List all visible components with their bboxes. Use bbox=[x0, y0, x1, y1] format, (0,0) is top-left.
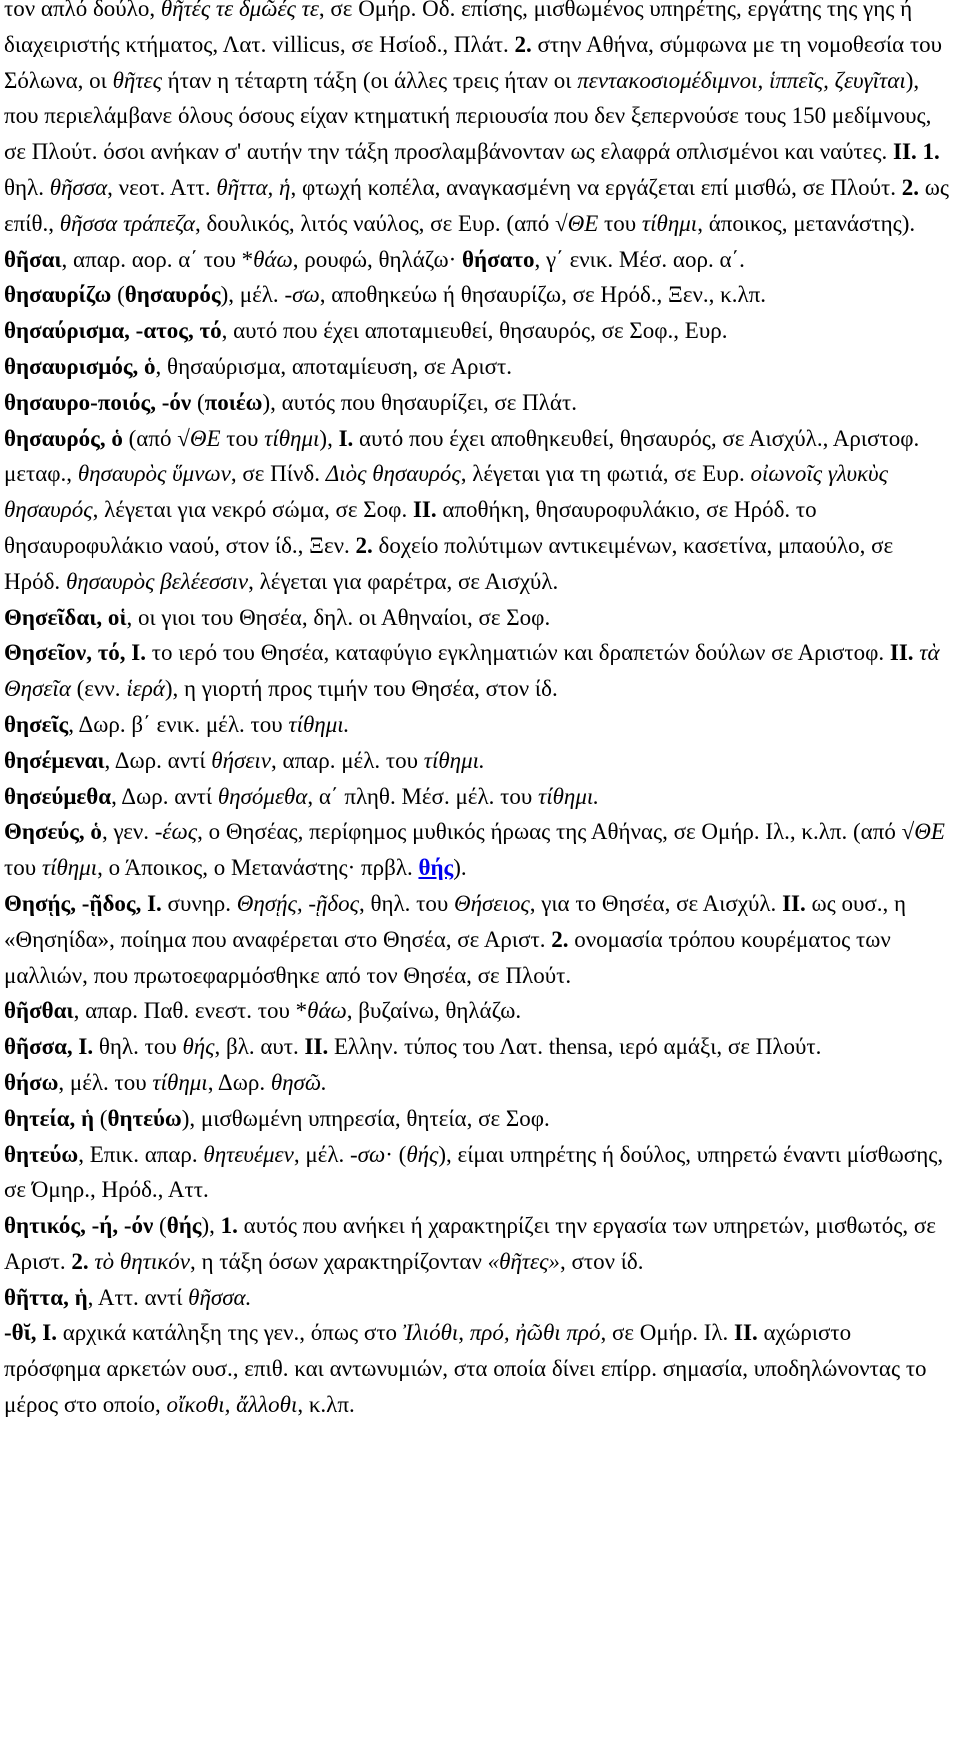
dictionary-entry bbox=[4, 277, 952, 313]
entry-text: , γεν. bbox=[101, 819, 155, 845]
dictionary-entry bbox=[4, 313, 952, 349]
entry-text: αρχικά κατάληξη της γεν., όπως στο bbox=[57, 1320, 403, 1346]
entry-bold-text: Θησεύς, ὁ bbox=[4, 819, 102, 845]
entry-bold-text: 2. bbox=[71, 1248, 89, 1274]
dictionary-entry bbox=[4, 1208, 952, 1280]
dictionary-entry bbox=[4, 1137, 952, 1209]
entry-bold-text: Θησεῖον, τό, I. bbox=[4, 640, 146, 666]
entry-text: συνηρ. bbox=[161, 890, 237, 916]
entry-bold-text: II. bbox=[304, 1034, 329, 1060]
entry-text: αυτό που έχει αποθηκευθεί, θησαυρός, σε Αισχύλ., Αριστοφ. μεταφ., bbox=[4, 425, 920, 487]
entry-text: Ελλην. τύπος του Λατ. thensa, ιερό αμάξι, σε Πλούτ. bbox=[328, 1034, 822, 1060]
entry-text: ως ουσ., η «Θησηίδα», ποίημα που αναφέρεται στο Θησέα, σε Αριστ. bbox=[4, 890, 907, 952]
entry-bold-text: II. bbox=[782, 890, 806, 916]
entry-text: του bbox=[4, 855, 42, 881]
entry-bold-text: θησαυρίζω bbox=[4, 282, 112, 308]
entry-text: , γ΄ ενικ. Μέσ. αορ. α΄. bbox=[534, 246, 745, 272]
entry-text: , σε Ομήρ. Ιλ. bbox=[600, 1320, 735, 1346]
entry-text: ), η γιορτή προς τιμήν του Θησέα, στον ίδ. bbox=[164, 676, 558, 702]
dictionary-entry bbox=[4, 242, 952, 278]
entry-italic-text: θῆττα, ἡ bbox=[216, 174, 291, 200]
entry-text: , Δωρ. β΄ ενικ. μέλ. του bbox=[68, 711, 289, 737]
entry-text: αχώριστο πρόσφημα αρκετών ουσ., επιθ. και αντωνυμιών, στα οποία δίνει επίρρ. σημασία, υποδηλώνοντας το μέρος στο οποίο, bbox=[4, 1320, 927, 1418]
entry-text: , στον ίδ. bbox=[559, 1248, 644, 1274]
entry-italic-text: Θησῄς, -ῇδος bbox=[236, 890, 359, 916]
entry-text: ( bbox=[191, 389, 205, 415]
entry-bold-text: θησαυρισμός, ὁ bbox=[4, 353, 156, 379]
entry-text: στην Αθήνα, σύμφωνα με τη νομοθεσία του Σόλωνα, οι bbox=[4, 31, 943, 93]
entry-italic-text: ἱερά bbox=[126, 676, 165, 702]
dictionary-entry bbox=[4, 1101, 952, 1137]
entry-italic-text: τίθημι. bbox=[537, 783, 599, 809]
entry-text: αποθήκη, θησαυροφυλάκιο, σε Ηρόδ. το θησαυροφυλάκιο ναού, στον ίδ., Ξεν. bbox=[4, 497, 817, 558]
entry-bold-text: θησαύρισμα, -ατος, τό bbox=[4, 318, 222, 344]
entry-text: , βλ. αυτ. bbox=[214, 1034, 305, 1060]
entry-text: ), που περιελάμβανε όλους όσους είχαν κτηματική περιουσία που δεν ξεπερνούσε τους 150 μεδίμνους, σε Πλούτ. όσοι ανήκαν σ' αυτήν την τάξη προσλαμβάνονταν ως ελαφρά οπλισμένοι και ναύτες. bbox=[4, 67, 932, 165]
entry-text: , Δωρ. αντί bbox=[111, 783, 218, 809]
entry-bold-text: Θησῄς, -ῇδος, I. bbox=[4, 890, 162, 916]
dictionary-entry bbox=[4, 635, 952, 707]
entry-bold-text: θής bbox=[166, 1213, 202, 1239]
entry-bold-text: θησαυρός bbox=[124, 282, 221, 308]
entry-text: του bbox=[220, 425, 265, 451]
entry-text: , ο Θησέας, περίφημος μυθικός ήρωας της Αθήνας, σε Ομήρ. Ιλ., κ.λπ. (από √ bbox=[197, 819, 915, 845]
entry-text: , για το Θησέα, σε Αισχύλ. bbox=[529, 890, 783, 916]
entry-bold-text: θητικός, -ή, -όν bbox=[4, 1213, 154, 1239]
entry-text: , απαρ. μέλ. του bbox=[271, 747, 424, 773]
entry-bold-text: II. 1. bbox=[893, 139, 940, 165]
entry-text: ). bbox=[453, 855, 467, 881]
entry-text: τον απλό δούλο, bbox=[4, 0, 161, 21]
entry-text: ), μέλ. bbox=[220, 282, 285, 308]
dictionary-entry bbox=[4, 707, 952, 743]
entry-bold-text: θησεῖς bbox=[4, 711, 69, 737]
entry-text: , θηλ. του bbox=[358, 890, 455, 916]
entry-bold-text: θητεία, ἡ bbox=[4, 1105, 95, 1131]
entry-bold-text: θητεύω bbox=[107, 1105, 182, 1131]
entry-text: δοχείο πολύτιμων αντικειμένων, κασετίνα, μπαούλο, σε Ηρόδ. bbox=[4, 532, 894, 594]
entry-text: ( bbox=[111, 282, 125, 308]
entry-text: , μέλ. του bbox=[58, 1069, 153, 1095]
entry-bold-text: ποιέω bbox=[204, 389, 263, 415]
entry-italic-text: ΘΕ bbox=[189, 425, 221, 451]
entry-italic-text: Θήσειος bbox=[454, 890, 530, 916]
entry-bold-text: 1. bbox=[220, 1213, 238, 1239]
entry-italic-text: -σω bbox=[350, 1141, 386, 1167]
entry-text: , λέγεται για τη φωτιά, σε Ευρ. bbox=[460, 461, 751, 487]
entry-text: , δουλικός, λιτός ναύλος, σε Ευρ. (από √ bbox=[194, 210, 568, 236]
entry-italic-text: θήσειν bbox=[211, 747, 272, 773]
entry-text: ), bbox=[319, 425, 339, 451]
entry-italic-text: θησαυρὸς βελέεσσιν bbox=[65, 568, 249, 594]
entry-text: , σε Ομήρ. Οδ. επίσης, μισθωμένος υπηρέτης, εργάτης της γης ή διαχειριστής κτήματος, Λατ. villicus, σε Ησίοδ., Πλάτ. bbox=[4, 0, 913, 57]
entry-text: θηλ. του bbox=[93, 1034, 183, 1060]
entry-text: , ο Άποικος, ο Μετανάστης· πρβλ. bbox=[97, 855, 419, 881]
entry-text: (ενν. bbox=[70, 676, 127, 702]
entry-bold-text: θήσω bbox=[4, 1069, 59, 1095]
entry-italic-text: -σω bbox=[284, 282, 320, 308]
entry-italic-text: «θῆτες» bbox=[487, 1248, 560, 1274]
entry-italic-text: Διὸς θησαυρός bbox=[325, 461, 461, 487]
entry-bold-text: θῆσθαι bbox=[4, 998, 74, 1024]
dictionary-entry bbox=[4, 779, 952, 815]
entry-text: , θησαύρισμα, αποταμίευση, σε Αριστ. bbox=[155, 353, 513, 379]
entry-text: το ιερό του Θησέα, καταφύγιο εγκληματιών και δραπετών δούλων σε Αριστοφ. bbox=[146, 640, 890, 666]
entry-italic-text: θῆσσα. bbox=[188, 1284, 252, 1310]
dictionary-entry bbox=[4, 0, 952, 242]
dictionary-entry bbox=[4, 1029, 952, 1065]
entry-text: , άποικος, μετανάστης). bbox=[697, 210, 916, 236]
entry-text: ), μισθωμένη υπηρεσία, θητεία, σε Σοφ. bbox=[181, 1105, 550, 1131]
entry-italic-text: οἴκοθι, ἄλλοθι bbox=[166, 1392, 298, 1418]
entry-bold-text: θήσατο bbox=[462, 246, 535, 272]
entry-italic-text: -έως bbox=[154, 819, 198, 845]
entry-italic-text: θής bbox=[182, 1034, 215, 1060]
entry-text: , απαρ. αορ. α΄ του * bbox=[61, 246, 254, 272]
entry-text: (από √ bbox=[122, 425, 190, 451]
entry-text: , νεοτ. Αττ. bbox=[107, 174, 217, 200]
entry-text: , α΄ πληθ. Μέσ. μέλ. του bbox=[307, 783, 538, 809]
dictionary-entry bbox=[4, 349, 952, 385]
entry-text: ), αυτός που θησαυρίζει, σε Πλάτ. bbox=[262, 389, 577, 415]
dictionary-entry bbox=[4, 600, 952, 636]
entry-text: , φτωχή κοπέλα, αναγκασμένη να εργάζεται επί μισθώ, σε Πλούτ. bbox=[290, 174, 902, 200]
entry-italic-text: ΘΕ bbox=[914, 819, 945, 845]
entry-text: ήταν η τέταρτη τάξη (οι άλλες τρεις ήταν οι bbox=[161, 67, 578, 93]
entry-bold-text: θησαυρο-ποιός, -όν bbox=[4, 389, 192, 415]
entry-text: , μέλ. bbox=[293, 1141, 350, 1167]
entry-text: ονομασία τρόπου κουρέματος των μαλλιών, που πρωτοεφαρμόσθηκε από τον Θησέα, σε Πλούτ. bbox=[4, 926, 891, 988]
entry-italic-text: τίθημι bbox=[264, 425, 320, 451]
entry-text: , Δωρ. αντί bbox=[104, 747, 212, 773]
entry-bold-text: II. bbox=[889, 640, 914, 666]
entry-text: , Δωρ. bbox=[207, 1069, 271, 1095]
entry-italic-text: τίθημι bbox=[152, 1069, 208, 1095]
entry-italic-text: θησόμεθα bbox=[217, 783, 308, 809]
entry-bold-text: II. bbox=[412, 497, 437, 523]
entry-text: , λέγεται για φαρέτρα, σε Αισχύλ. bbox=[248, 568, 559, 594]
dictionary-entry bbox=[4, 814, 952, 886]
entry-text: ), bbox=[201, 1213, 221, 1239]
entry-text: , αποθηκεύω ή θησαυρίζω, σε Ηρόδ., Ξεν., κ.λπ. bbox=[319, 282, 767, 308]
entry-bold-text: Θησεῖδαι, οἱ bbox=[4, 604, 127, 630]
entry-text: , βυζαίνω, θηλάζω. bbox=[346, 998, 522, 1024]
entry-text: ως επίθ., bbox=[4, 174, 950, 236]
entry-text: ( bbox=[94, 1105, 108, 1131]
entry-bold-text: θητεύω bbox=[4, 1141, 79, 1167]
entry-text: , ρουφώ, θηλάζω· bbox=[292, 246, 462, 272]
entry-italic-text: θησῶ. bbox=[270, 1069, 327, 1095]
entry-bold-text: 2. bbox=[514, 31, 532, 57]
dictionary-entry bbox=[4, 1280, 952, 1316]
entry-text: , αυτό που έχει αποταμιευθεί, θησαυρός, σε Σοφ., Ευρ. bbox=[221, 318, 728, 344]
entry-italic-text: τίθημι bbox=[41, 855, 98, 881]
entry-text: του bbox=[598, 210, 642, 236]
entry-text: αυτός που ανήκει ή χαρακτηρίζει την εργασία των υπηρετών, μισθωτός, σε Αριστ. bbox=[4, 1213, 936, 1274]
entry-italic-text: θησαυρὸς ὕμνων bbox=[77, 461, 231, 487]
entry-text: , Επικ. απαρ. bbox=[78, 1141, 204, 1167]
entry-italic-text: τίθημι bbox=[641, 210, 698, 236]
entry-italic-text: θῆσσα τράπεζα bbox=[59, 210, 195, 236]
entry-italic-text: Ἰλιόθι, πρό, ἠῶθι πρό bbox=[402, 1320, 601, 1346]
entry-bold-text: θησαυρός, ὁ bbox=[4, 425, 123, 451]
entry-text: , λέγεται για νεκρό σώμα, σε Σοφ. bbox=[92, 497, 413, 523]
entry-italic-text: θάω bbox=[307, 998, 347, 1024]
entry-bold-text: 2. bbox=[901, 174, 920, 200]
entry-bold-text: θησεύμεθα bbox=[4, 783, 112, 809]
dictionary-entry bbox=[4, 886, 952, 993]
entry-text: ( bbox=[153, 1213, 167, 1239]
entry-text: ), είμαι υπηρέτης ή δούλος, υπηρετώ έναντι μίσθωσης, σε Όμηρ., Ηρόδ., Αττ. bbox=[4, 1141, 944, 1203]
cross-reference-link[interactable]: θής bbox=[418, 855, 454, 881]
entry-italic-text: τίθημι. bbox=[288, 711, 350, 737]
dictionary-entry bbox=[4, 385, 952, 421]
entry-bold-text: θῆσσα, I. bbox=[4, 1034, 94, 1060]
entry-bold-text: II. bbox=[734, 1320, 758, 1346]
entry-italic-text: θής bbox=[406, 1141, 439, 1167]
entry-italic-text: τίθημι. bbox=[423, 747, 485, 773]
entry-bold-text: -θῐ, I. bbox=[4, 1320, 57, 1346]
entry-text: · ( bbox=[385, 1141, 407, 1167]
entry-text: θηλ. bbox=[4, 174, 50, 200]
entry-text: , Αττ. αντί bbox=[87, 1284, 189, 1310]
entry-italic-text: θάω bbox=[253, 246, 293, 272]
entry-text: , οι γιοι του Θησέα, δηλ. οι Αθηναίοι, σε Σοφ. bbox=[126, 604, 551, 630]
entry-text: , σε Πίνδ. bbox=[230, 461, 326, 487]
entry-bold-text: θῆσαι bbox=[4, 246, 62, 272]
dictionary-entry bbox=[4, 743, 952, 779]
entry-italic-text: τὰ Θησεῖα bbox=[4, 640, 940, 702]
entry-italic-text: τὸ θητικόν bbox=[94, 1248, 190, 1274]
entry-italic-text: θητευέμεν bbox=[203, 1141, 294, 1167]
entry-text: , κ.λπ. bbox=[297, 1392, 355, 1418]
entry-italic-text: θῆσσα bbox=[49, 174, 108, 200]
entry-bold-text: θῆττα, ἡ bbox=[4, 1284, 88, 1310]
entry-bold-text: 2. bbox=[355, 532, 373, 558]
entry-text: , η τάξη όσων χαρακτηρίζονταν bbox=[189, 1248, 488, 1274]
entry-italic-text: θῆτες bbox=[112, 67, 162, 93]
dictionary-entry bbox=[4, 993, 952, 1029]
entry-bold-text: I. bbox=[338, 425, 354, 451]
entry-italic-text: θῆτές τε δμῶές τε bbox=[160, 0, 319, 21]
entry-italic-text: πεντακοσιομέδιμνοι, ἱππεῖς, ζευγῖται bbox=[577, 67, 906, 93]
entry-bold-text: θησέμεναι bbox=[4, 747, 105, 773]
entry-italic-text: οἰωνοῖς γλυκὺς θησαυρός bbox=[4, 461, 888, 523]
dictionary-entry bbox=[4, 421, 952, 600]
entry-text: , απαρ. Παθ. ενεστ. του * bbox=[73, 998, 308, 1024]
dictionary-entry bbox=[4, 1065, 952, 1101]
entry-bold-text: 2. bbox=[551, 926, 569, 952]
dictionary-entry bbox=[4, 1315, 952, 1422]
entry-italic-text: ΘΕ bbox=[567, 210, 599, 236]
